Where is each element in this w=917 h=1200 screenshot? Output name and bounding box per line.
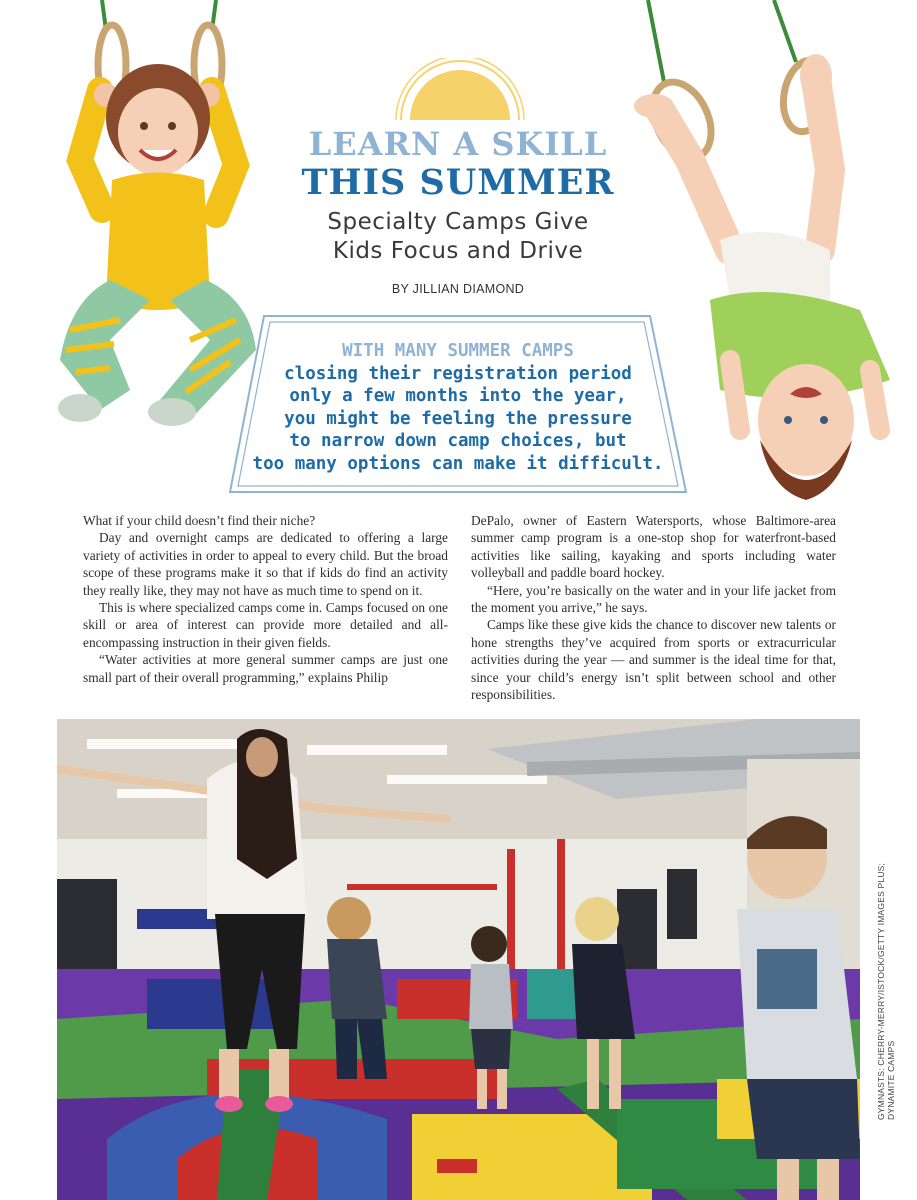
sun-graphic (395, 58, 525, 120)
pull-quote-lead: WITH MANY SUMMER CAMPS (342, 341, 574, 361)
body-paragraph: This is where specialized camps come in. Camps focused on one skill or area of interest can provide more detailed and all-encompassing instruction in their given fields. (83, 600, 448, 650)
headline-line-1: LEARN A SKILL (308, 125, 608, 163)
subheadline (270, 208, 646, 266)
body-paragraph: Day and overnight camps are dedicated to offering a large variety of activities in order to appeal to every child. But the broad scope of these programs make it so that if kids do find an activity they really like, they may not have as much time to spend on it. (83, 530, 448, 598)
pull-quote-line: closing their registration period (284, 363, 632, 384)
gymnastics-class-photo (57, 719, 860, 1200)
pull-quote-line: you might be feeling the pressure (284, 408, 632, 429)
headline-line-2: THIS SUMMER (301, 162, 615, 203)
photo-credit-line-2: DYNAMITE CAMPS (886, 1040, 896, 1120)
body-column-right (471, 512, 836, 703)
photo-credit-line-1: GYMNASTS: CHERRY-MERRY/ISTOCK/GETTY IMAGES PLUS; (876, 862, 886, 1120)
body-column-left (83, 512, 448, 686)
body-paragraph: DePalo, owner of Eastern Watersports, whose Baltimore-area summer camp program is a one-stop shop for waterfront-based activities like sailing, kayaking and sports including water volleyball and paddle board hockey. (471, 513, 836, 581)
pull-quote-line: to narrow down camp choices, but (289, 431, 627, 451)
pull-quote-line: too many options can make it difficult. (252, 453, 664, 474)
body-paragraph: Camps like these give kids the chance to discover new talents or hone strengths they’ve acquired from sports or extracurricular activities during the year — and summer is the ideal time for that, since your child’s energy isn’t split between school and other responsibilities. (471, 617, 836, 703)
body-paragraph: What if your child doesn’t find their niche? (83, 513, 316, 528)
subheadline-line-1: Specialty Camps Give (327, 209, 589, 235)
pull-quote-line: only a few months into the year, (289, 386, 627, 406)
body-paragraph: “Water activities at more general summer camps are just one small part of their overall programming,” explains Philip (83, 652, 448, 685)
body-paragraph: “Here, you’re basically on the water and in your life jacket from the moment you arrive,” he says. (471, 582, 836, 616)
photo-credit (876, 840, 896, 1120)
byline: BY JILLIAN DIAMOND (391, 282, 525, 296)
subheadline-line-2: Kids Focus and Drive (332, 238, 584, 264)
pull-quote (232, 340, 684, 475)
